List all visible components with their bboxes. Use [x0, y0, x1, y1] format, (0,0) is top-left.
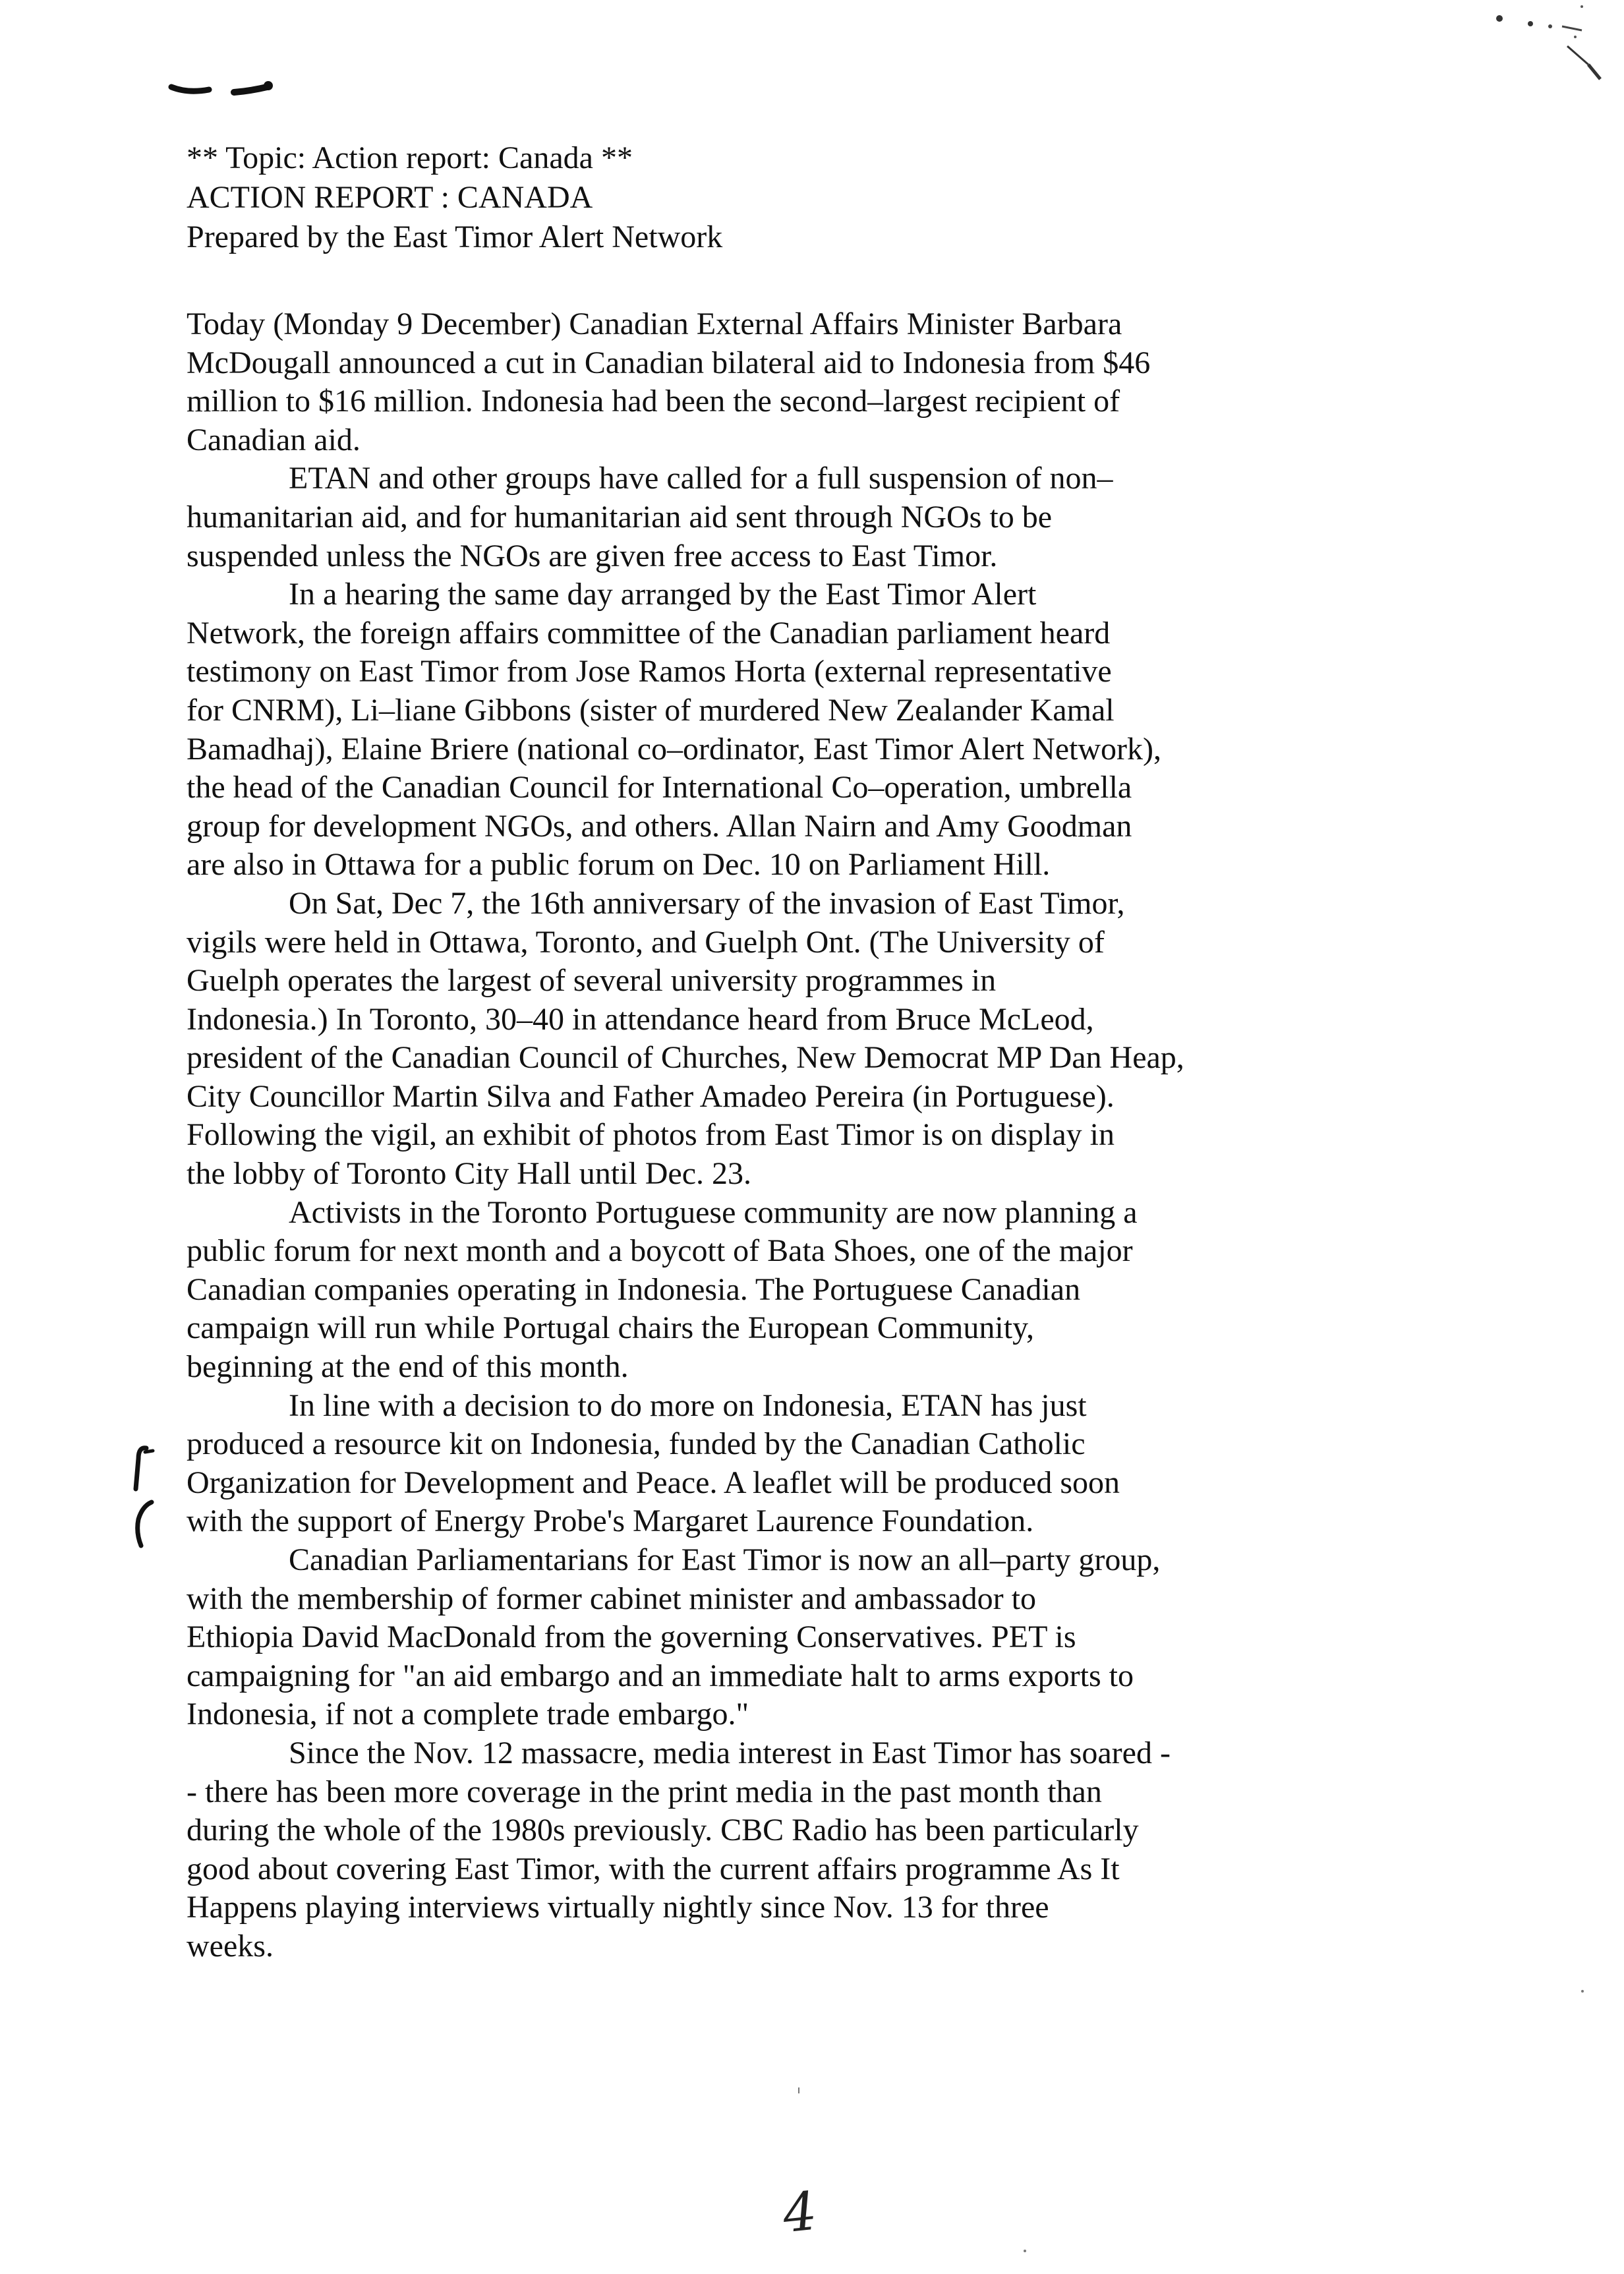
text-line: Network, the foreign affairs committee of the Canadian parliament heard — [187, 615, 1111, 651]
report-header — [187, 138, 1307, 257]
text-line: In line with a decision to do more on Indonesia, ETAN has just — [289, 1387, 1087, 1423]
text-line: vigils were held in Ottawa, Toronto, and Guelph Ont. (The University of — [187, 924, 1105, 960]
text-line: president of the Canadian Council of Churches, New Democrat MP Dan Heap, — [187, 1040, 1184, 1076]
text-line: public forum for next month and a boycott of Bata Shoes, one of the major — [187, 1233, 1133, 1269]
text-line: ETAN and other groups have called for a full suspension of non– — [289, 461, 1113, 496]
text-line: - there has been more coverage in the print media in the past month than — [187, 1774, 1102, 1809]
text-line: group for development NGOs, and others. Allan Nairn and Amy Goodman — [187, 808, 1132, 844]
scan-speck — [1022, 2248, 1028, 2254]
margin-handwritten-bracket — [119, 1440, 171, 1572]
text-line: campaigning for "an aid embargo and an immediate halt to arms exports to — [187, 1658, 1134, 1693]
text-line: Canadian Parliamentarians for East Timor is now an all–party group, — [289, 1542, 1161, 1577]
scan-specks-top-right — [1483, 0, 1621, 92]
text-line: the head of the Canadian Council for International Co–operation, umbrella — [187, 770, 1132, 805]
paragraph — [187, 1387, 1307, 1541]
page-number: 4 — [780, 2180, 820, 2245]
text-line: produced a resource kit on Indonesia, funded by the Canadian Catholic — [187, 1426, 1086, 1462]
text-line: Activists in the Toronto Portuguese community are now planning a — [289, 1194, 1138, 1230]
text-line: the lobby of Toronto City Hall until Dec. 23. — [187, 1156, 751, 1192]
text-line: during the whole of the 1980s previously. CBC Radio has been particularly — [187, 1813, 1139, 1848]
text-line: McDougall announced a cut in Canadian bilateral aid to Indonesia from $46 — [187, 345, 1151, 380]
scan-speck — [796, 2086, 802, 2095]
paragraph — [187, 1734, 1307, 1966]
text-line: On Sat, Dec 7, the 16th anniversary of the invasion of East Timor, — [289, 885, 1125, 921]
text-line: campaign will run while Portugal chairs the European Community, — [187, 1310, 1034, 1346]
text-line: City Councillor Martin Silva and Father Amadeo Pereira (in Portuguese). — [187, 1078, 1115, 1114]
text-line: with the membership of former cabinet minister and ambassador to — [187, 1581, 1036, 1616]
text-line: Guelph operates the largest of several university programmes in — [187, 963, 997, 999]
topic-line: ** Topic: Action report: Canada ** — [187, 140, 633, 175]
text-line: Organization for Development and Peace. A leaflet will be produced soon — [187, 1465, 1120, 1500]
text-line: weeks. — [187, 1928, 274, 1964]
text-line: Canadian companies operating in Indonesia. The Portuguese Canadian — [187, 1271, 1081, 1307]
report-body — [187, 305, 1307, 1966]
text-line: In a hearing the same day arranged by the East Timor Alert — [289, 577, 1037, 612]
paragraph — [187, 459, 1307, 575]
text-line: Canadian aid. — [187, 422, 361, 457]
text-line: Today (Monday 9 December) Canadian External Affairs Minister Barbara — [187, 306, 1122, 341]
text-line: humanitarian aid, and for humanitarian aid sent through NGOs to be — [187, 499, 1052, 535]
text-line: Bamadhaj), Elaine Briere (national co–ordinator, East Timor Alert Network), — [187, 731, 1162, 767]
text-line: Indonesia.) In Toronto, 30–40 in attendance heard from Bruce McLeod, — [187, 1001, 1094, 1037]
text-line: million to $16 million. Indonesia had been the second–largest recipient of — [187, 384, 1120, 419]
text-line: Ethiopia David MacDonald from the governing Conservatives. PET is — [187, 1619, 1076, 1655]
text-line: with the support of Energy Probe's Margaret Laurence Foundation. — [187, 1503, 1034, 1539]
report-title: ACTION REPORT : CANADA — [187, 180, 593, 215]
text-line: Since the Nov. 12 massacre, media interest in East Timor has soared - — [289, 1735, 1171, 1770]
text-line: Indonesia, if not a complete trade embargo." — [187, 1697, 749, 1732]
paragraph — [187, 885, 1307, 1194]
paragraph — [187, 1541, 1307, 1734]
text-line: testimony on East Timor from Jose Ramos Horta (external representative — [187, 654, 1112, 689]
text-line: are also in Ottawa for a public forum on Dec. 10 on Parliament Hill. — [187, 847, 1051, 883]
paragraph — [187, 305, 1307, 459]
text-line: good about covering East Timor, with the current affairs programme As It — [187, 1851, 1120, 1886]
scan-mark-top-left — [168, 78, 280, 104]
scan-speck — [1579, 1987, 1586, 1995]
prepared-by-line: Prepared by the East Timor Alert Network — [187, 219, 723, 254]
text-line: Happens playing interviews virtually nightly since Nov. 13 for three — [187, 1890, 1049, 1925]
text-line: beginning at the end of this month. — [187, 1349, 629, 1385]
text-line: suspended unless the NGOs are given free access to East Timor. — [187, 538, 998, 573]
paragraph — [187, 575, 1307, 885]
text-line: for CNRM), Li–liane Gibbons (sister of murdered New Zealander Kamal — [187, 692, 1115, 728]
paragraph — [187, 1194, 1307, 1387]
text-line: Following the vigil, an exhibit of photos from East Timor is on display in — [187, 1117, 1115, 1153]
